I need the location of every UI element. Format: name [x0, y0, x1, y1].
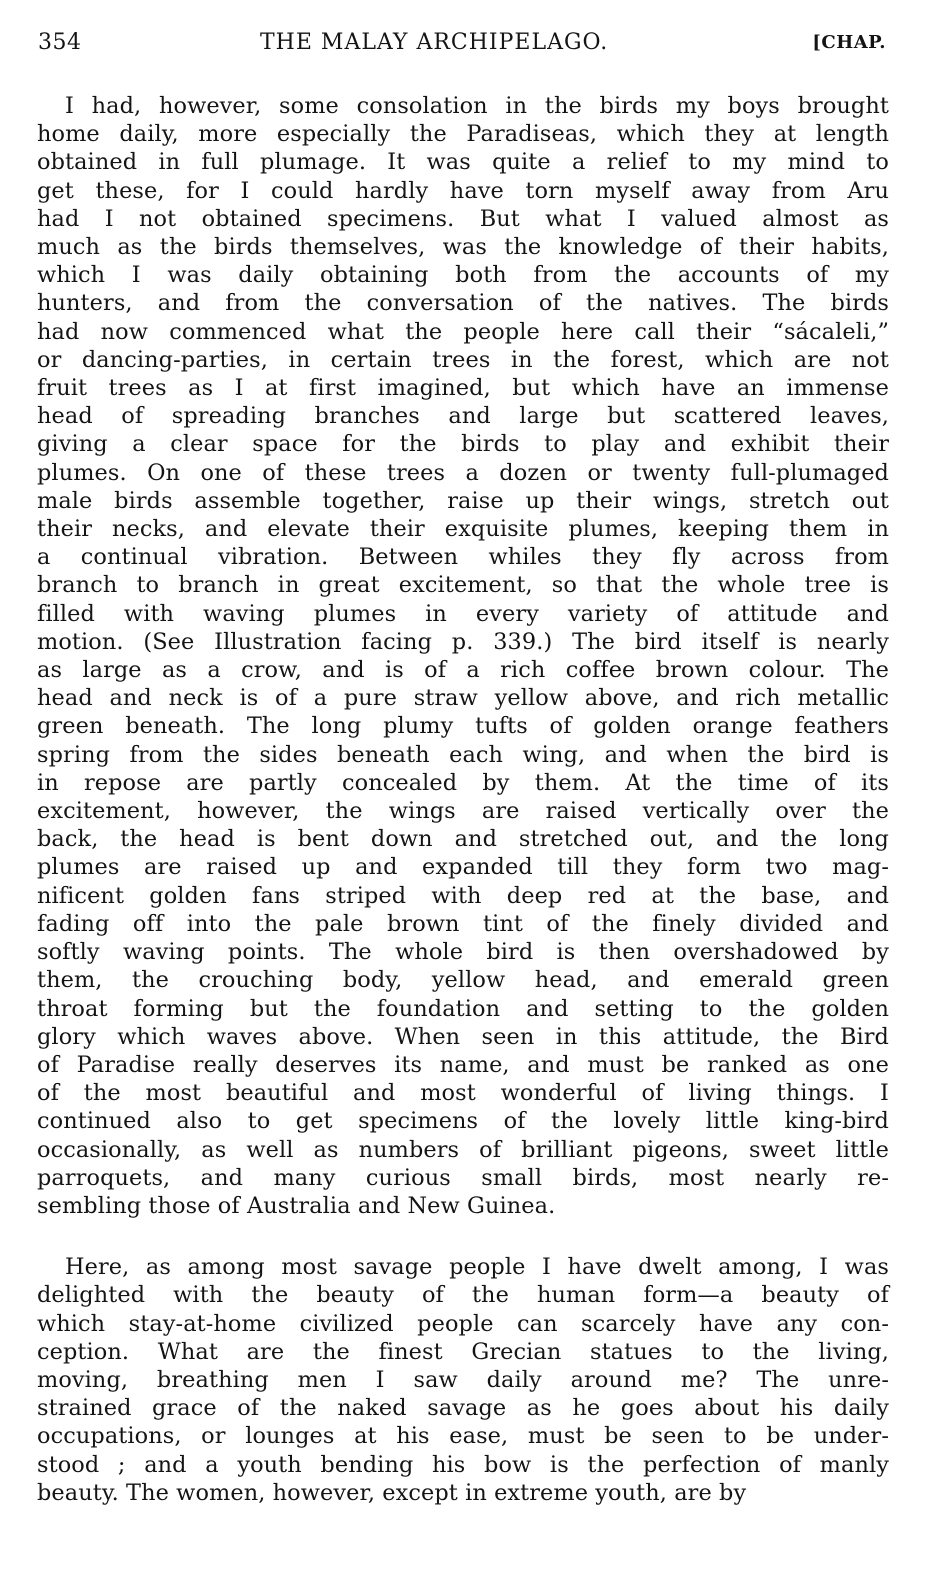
text-line: plumes are raised up and expanded till they form two mag- — [37, 854, 889, 881]
text-line: nificent golden fans striped with deep red at the base, and — [37, 882, 889, 909]
text-line: I had, however, some consolation in the birds my boys brought — [65, 93, 889, 119]
paragraph — [37, 92, 889, 1220]
text-line: hunters, and from the conversation of the natives. The birds — [37, 290, 889, 317]
text-line: get these, for I could hardly have torn myself away from Aru — [37, 177, 889, 204]
text-line: motion. (See Illustration facing p. 339.) The bird itself is nearly — [37, 628, 889, 655]
text-line: occupations, or lounges at his ease, must be seen to be under- — [37, 1423, 889, 1450]
page-header — [38, 30, 886, 62]
text-line: head and neck is of a pure straw yellow above, and rich metallic — [37, 685, 889, 712]
text-line: strained grace of the naked savage as he goes about his daily — [37, 1395, 889, 1422]
chapter-marker: [CHAP. — [812, 32, 886, 53]
running-title: THE MALAY ARCHIPELAGO. — [260, 30, 609, 55]
text-line: or dancing-parties, in certain trees in the forest, which are not — [37, 346, 889, 373]
text-line: home daily, more especially the Paradiseas, which they at length — [37, 121, 889, 148]
text-line: spring from the sides beneath each wing, and when the bird is — [37, 741, 889, 768]
text-line: plumes. On one of these trees a dozen or twenty full-plumaged — [37, 459, 889, 486]
page-number: 354 — [38, 30, 82, 55]
text-line: excitement, however, the wings are raised vertically over the — [37, 798, 889, 825]
text-line: ception. What are the finest Grecian statues to the living, — [37, 1338, 889, 1365]
text-line: male birds assemble together, raise up their wings, stretch out — [37, 487, 889, 514]
text-line: which I was daily obtaining both from the accounts of my — [37, 262, 889, 289]
paragraph-gap — [37, 1220, 889, 1253]
text-line: beauty. The women, however, except in extreme youth, are by — [37, 1479, 747, 1506]
text-line: them, the crouching body, yellow head, and emerald green — [37, 967, 889, 994]
text-line: their necks, and elevate their exquisite plumes, keeping them in — [37, 516, 889, 543]
text-line: filled with waving plumes in every variety of attitude and — [37, 600, 889, 627]
text-line: glory which waves above. When seen in this attitude, the Bird — [37, 1023, 889, 1050]
text-line: giving a clear space for the birds to play and exhibit their — [37, 431, 889, 458]
text-line: occasionally, as well as numbers of brilliant pigeons, sweet little — [37, 1136, 889, 1163]
text-line: moving, breathing men I saw daily around me? The unre- — [37, 1366, 889, 1393]
text-line: of Paradise really deserves its name, and must be ranked as one — [37, 1051, 889, 1078]
text-line: softly waving points. The whole bird is then overshadowed by — [37, 939, 889, 966]
text-line: fading off into the pale brown tint of the finely divided and — [37, 910, 889, 937]
text-line: delighted with the beauty of the human form—a beauty of — [37, 1282, 889, 1309]
paragraph — [37, 1253, 889, 1507]
text-line: of the most beautiful and most wonderful of living things. I — [37, 1080, 889, 1107]
text-line: as large as a crow, and is of a rich coffee brown colour. The — [37, 657, 889, 684]
text-line: in repose are partly concealed by them. At the time of its — [37, 769, 889, 796]
text-line: back, the head is bent down and stretched out, and the long — [37, 826, 889, 853]
text-line: had I not obtained specimens. But what I valued almost as — [37, 205, 889, 232]
text-line: branch to branch in great excitement, so that the whole tree is — [37, 572, 889, 599]
text-line: had now commenced what the people here call their “sácaleli,” — [37, 318, 889, 345]
text-line: fruit trees as I at first imagined, but which have an immense — [37, 375, 889, 402]
text-line: which stay-at-home civilized people can scarcely have any con- — [37, 1310, 889, 1337]
text-line: head of spreading branches and large but scattered leaves, — [37, 403, 889, 430]
text-line: much as the birds themselves, was the knowledge of their habits, — [37, 234, 889, 261]
text-line: green beneath. The long plumy tufts of golden orange feathers — [37, 713, 889, 740]
text-line: throat forming but the foundation and setting to the golden — [37, 995, 889, 1022]
text-line: Here, as among most savage people I have dwelt among, I was — [65, 1254, 889, 1281]
text-line: parroquets, and many curious small birds, most nearly re- — [37, 1164, 889, 1191]
body-text — [37, 92, 889, 1507]
text-line: obtained in full plumage. It was quite a relief to my mind to — [37, 149, 889, 176]
text-line: sembling those of Australia and New Guinea. — [37, 1192, 556, 1219]
text-line: a continual vibration. Between whiles they fly across from — [37, 544, 889, 571]
text-line: continued also to get specimens of the lovely little king-bird — [37, 1108, 889, 1135]
text-line: stood ; and a youth bending his bow is the perfection of manly — [37, 1451, 889, 1478]
